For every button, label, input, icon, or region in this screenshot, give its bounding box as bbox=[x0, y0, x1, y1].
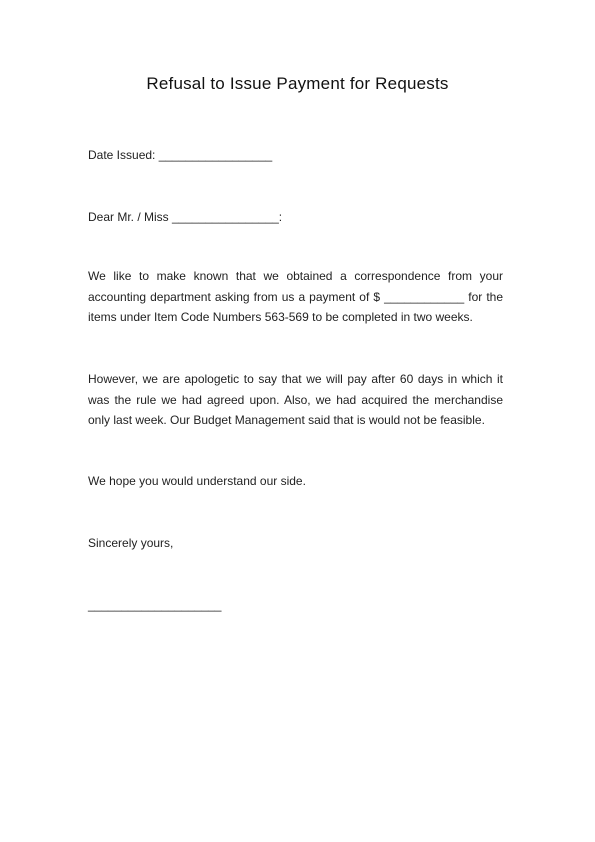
date-issued-line: Date Issued: _________________ bbox=[88, 148, 273, 162]
signature-line: ____________________ bbox=[88, 598, 222, 612]
salutation-line: Dear Mr. / Miss ________________: bbox=[88, 210, 283, 224]
closing-line: Sincerely yours, bbox=[88, 536, 174, 550]
body-paragraph-3: We hope you would understand our side. bbox=[88, 474, 306, 488]
body-paragraph-2: However, we are apologetic to say that we will pay after 60 days in which it was the rule we had agreed upon. Also, we had acquired the merchandise only last week. Our Budget Management said that is would not be feasible. bbox=[88, 372, 503, 428]
document-title: Refusal to Issue Payment for Requests bbox=[146, 74, 449, 93]
body-paragraph-1: We like to make known that we obtained a correspondence from your accounting department asking from us a payment of $ ____________ for the items under Item Code Numbers 563-569 to be completed in two weeks. bbox=[88, 269, 503, 325]
